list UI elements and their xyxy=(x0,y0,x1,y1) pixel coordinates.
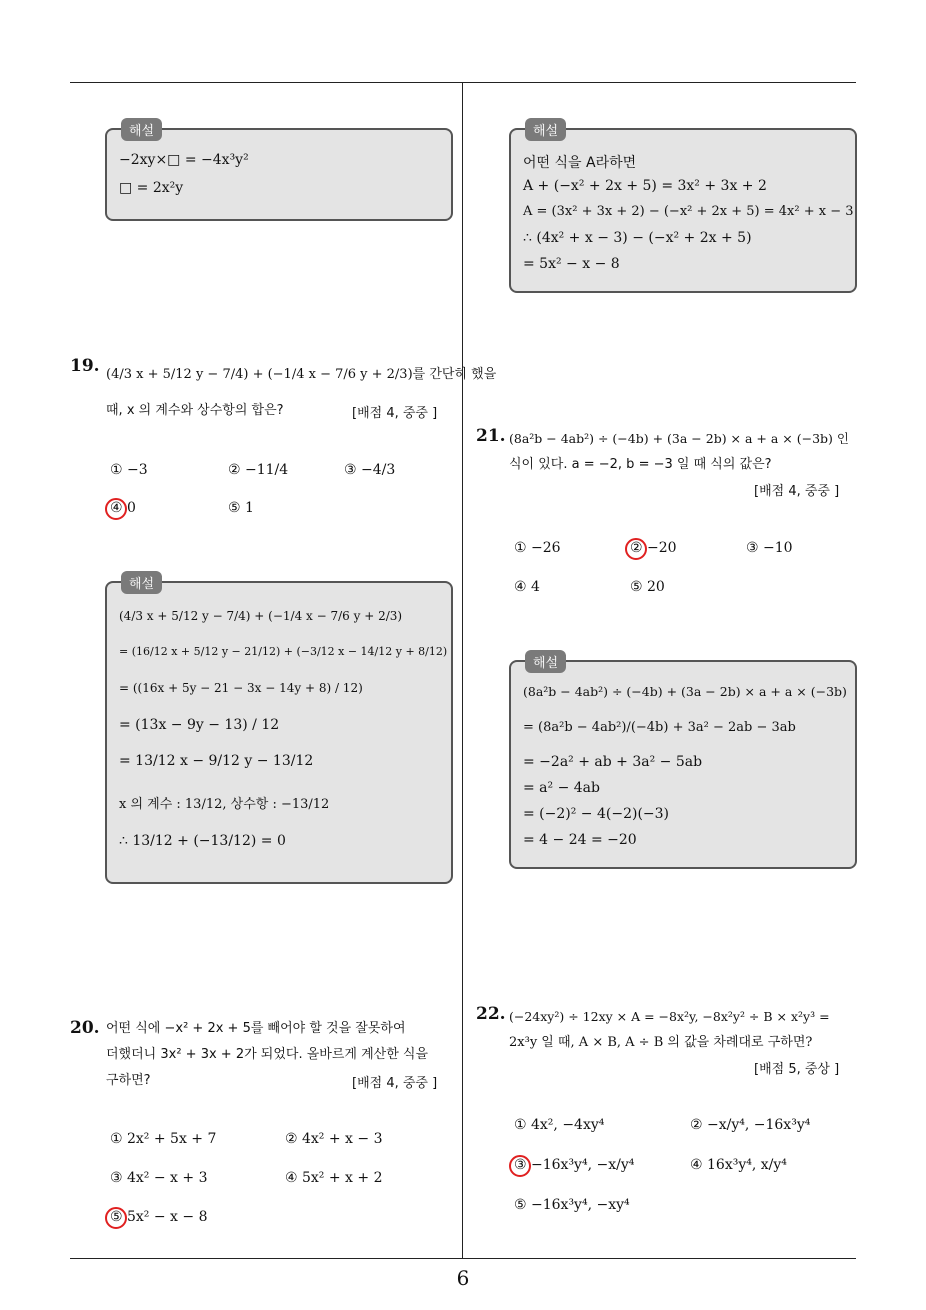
solution-line: A + (−x² + 2x + 5) = 3x² + 3x + 2 xyxy=(523,178,767,194)
score-tag: [배점 4, 중중 ] xyxy=(352,406,438,421)
option-4[interactable]: ④ 16x³y⁴, x/y⁴ xyxy=(690,1157,787,1173)
question-text: (−24xy²) ÷ 12xy × A = −8x²y, −8x²y² ÷ B × x²y³ = xyxy=(509,1009,830,1024)
option-1[interactable]: ① 2x² + 5x + 7 xyxy=(110,1131,217,1147)
solution-badge: 해설 xyxy=(121,118,162,141)
solution-line: □ = 2x²y xyxy=(119,180,184,196)
answer-circle xyxy=(105,1207,127,1229)
question-number: 20. xyxy=(70,1018,100,1038)
solution-line: (8a²b − 4ab²) ÷ (−4b) + (3a − 2b) × a + a × (−3b) xyxy=(523,684,847,699)
question-text: 식이 있다. a = −2, b = −3 일 때 식의 값은? xyxy=(509,457,772,472)
question-text: 때, x 의 계수와 상수항의 합은? xyxy=(106,403,284,418)
option-5[interactable]: ⑤ 5x² − x − 8 xyxy=(110,1209,208,1225)
question-number: 19. xyxy=(70,356,100,376)
option-3[interactable]: ③ −4/3 xyxy=(344,462,396,478)
solution-line: ∴ 13/12 + (−13/12) = 0 xyxy=(119,833,286,849)
option-5[interactable]: ⑤ 1 xyxy=(228,500,254,516)
header-rule xyxy=(70,82,856,83)
solution-line: = ((16x + 5y − 21 − 3x − 14y + 8) / 12) xyxy=(119,681,363,695)
solution-line: = (13x − 9y − 13) / 12 xyxy=(119,717,280,733)
solution-box-18 xyxy=(105,124,453,221)
question-number: 21. xyxy=(476,426,506,446)
solution-box-21 xyxy=(509,656,857,869)
solution-line: x 의 계수 : 13/12, 상수항 : −13/12 xyxy=(119,797,330,812)
option-2[interactable]: ② −x/y⁴, −16x³y⁴ xyxy=(690,1117,811,1133)
question-number: 22. xyxy=(476,1004,506,1024)
solution-line: = a² − 4ab xyxy=(523,780,600,796)
option-5[interactable]: ⑤ 20 xyxy=(630,579,665,595)
solution-line: −2xy×□ = −4x³y² xyxy=(119,152,249,168)
answer-circle xyxy=(105,498,127,520)
question-text: 2x³y 일 때, A × B, A ÷ B 의 값을 차례대로 구하면? xyxy=(509,1035,813,1050)
solution-box-prev xyxy=(509,124,857,293)
option-4[interactable]: ④ 5x² + x + 2 xyxy=(285,1170,383,1186)
solution-badge: 해설 xyxy=(525,650,566,673)
solution-line: = (−2)² − 4(−2)(−3) xyxy=(523,806,670,822)
solution-badge: 해설 xyxy=(525,118,566,141)
option-2[interactable]: ② −20 xyxy=(630,540,677,556)
solution-line: ∴ (4x² + x − 3) − (−x² + 2x + 5) xyxy=(523,230,752,246)
answer-circle xyxy=(625,538,647,560)
question-text: 더했더니 3x² + 3x + 2가 되었다. 올바르게 계산한 식을 xyxy=(106,1047,429,1062)
solution-line: = (16/12 x + 5/12 y − 21/12) + (−3/12 x − 14/12 y + 8/12) xyxy=(119,645,448,658)
option-2[interactable]: ② −11/4 xyxy=(228,462,289,478)
page-number: 6 xyxy=(456,1266,470,1290)
option-4[interactable]: ④ 4 xyxy=(514,579,540,595)
score-tag: [배점 5, 중상 ] xyxy=(754,1062,840,1077)
solution-badge: 해설 xyxy=(121,571,162,594)
solution-line: = 5x² − x − 8 xyxy=(523,256,620,272)
score-tag: [배점 4, 중중 ] xyxy=(754,484,840,499)
option-1[interactable]: ① −26 xyxy=(514,540,561,556)
question-text: 구하면? xyxy=(106,1073,151,1088)
score-tag: [배점 4, 중중 ] xyxy=(352,1076,438,1091)
option-2[interactable]: ② 4x² + x − 3 xyxy=(285,1131,383,1147)
option-3[interactable]: ③ 4x² − x + 3 xyxy=(110,1170,208,1186)
option-5[interactable]: ⑤ −16x³y⁴, −xy⁴ xyxy=(514,1197,630,1213)
option-1[interactable]: ① −3 xyxy=(110,462,148,478)
question-text: 어떤 식에 −x² + 2x + 5를 빼어야 할 것을 잘못하여 xyxy=(106,1021,406,1036)
solution-line: = 13/12 x − 9/12 y − 13/12 xyxy=(119,753,314,769)
option-3[interactable]: ③ −10 xyxy=(746,540,793,556)
solution-line: 어떤 식을 A라하면 xyxy=(523,155,637,171)
answer-circle xyxy=(509,1155,531,1177)
solution-line: A = (3x² + 3x + 2) − (−x² + 2x + 5) = 4x² + x − 3 xyxy=(523,204,854,219)
solution-line: = −2a² + ab + 3a² − 5ab xyxy=(523,754,703,770)
solution-line: = (8a²b − 4ab²)/(−4b) + 3a² − 2ab − 3ab xyxy=(523,720,796,735)
option-3[interactable]: ③ −16x³y⁴, −x/y⁴ xyxy=(514,1157,635,1173)
solution-line: (4/3 x + 5/12 y − 7/4) + (−1/4 x − 7/6 y + 2/3) xyxy=(119,609,403,623)
option-4[interactable]: ④ 0 xyxy=(110,500,136,516)
question-text: (8a²b − 4ab²) ÷ (−4b) + (3a − 2b) × a + a × (−3b) 인 xyxy=(509,431,849,446)
column-divider xyxy=(462,83,463,1258)
question-text: (4/3 x + 5/12 y − 7/4) + (−1/4 x − 7/6 y + 2/3)를 간단히 했을 xyxy=(106,367,497,382)
footer-rule xyxy=(70,1258,856,1259)
solution-line: = 4 − 24 = −20 xyxy=(523,832,637,848)
option-1[interactable]: ① 4x², −4xy⁴ xyxy=(514,1117,605,1133)
solution-box-19 xyxy=(105,577,453,884)
